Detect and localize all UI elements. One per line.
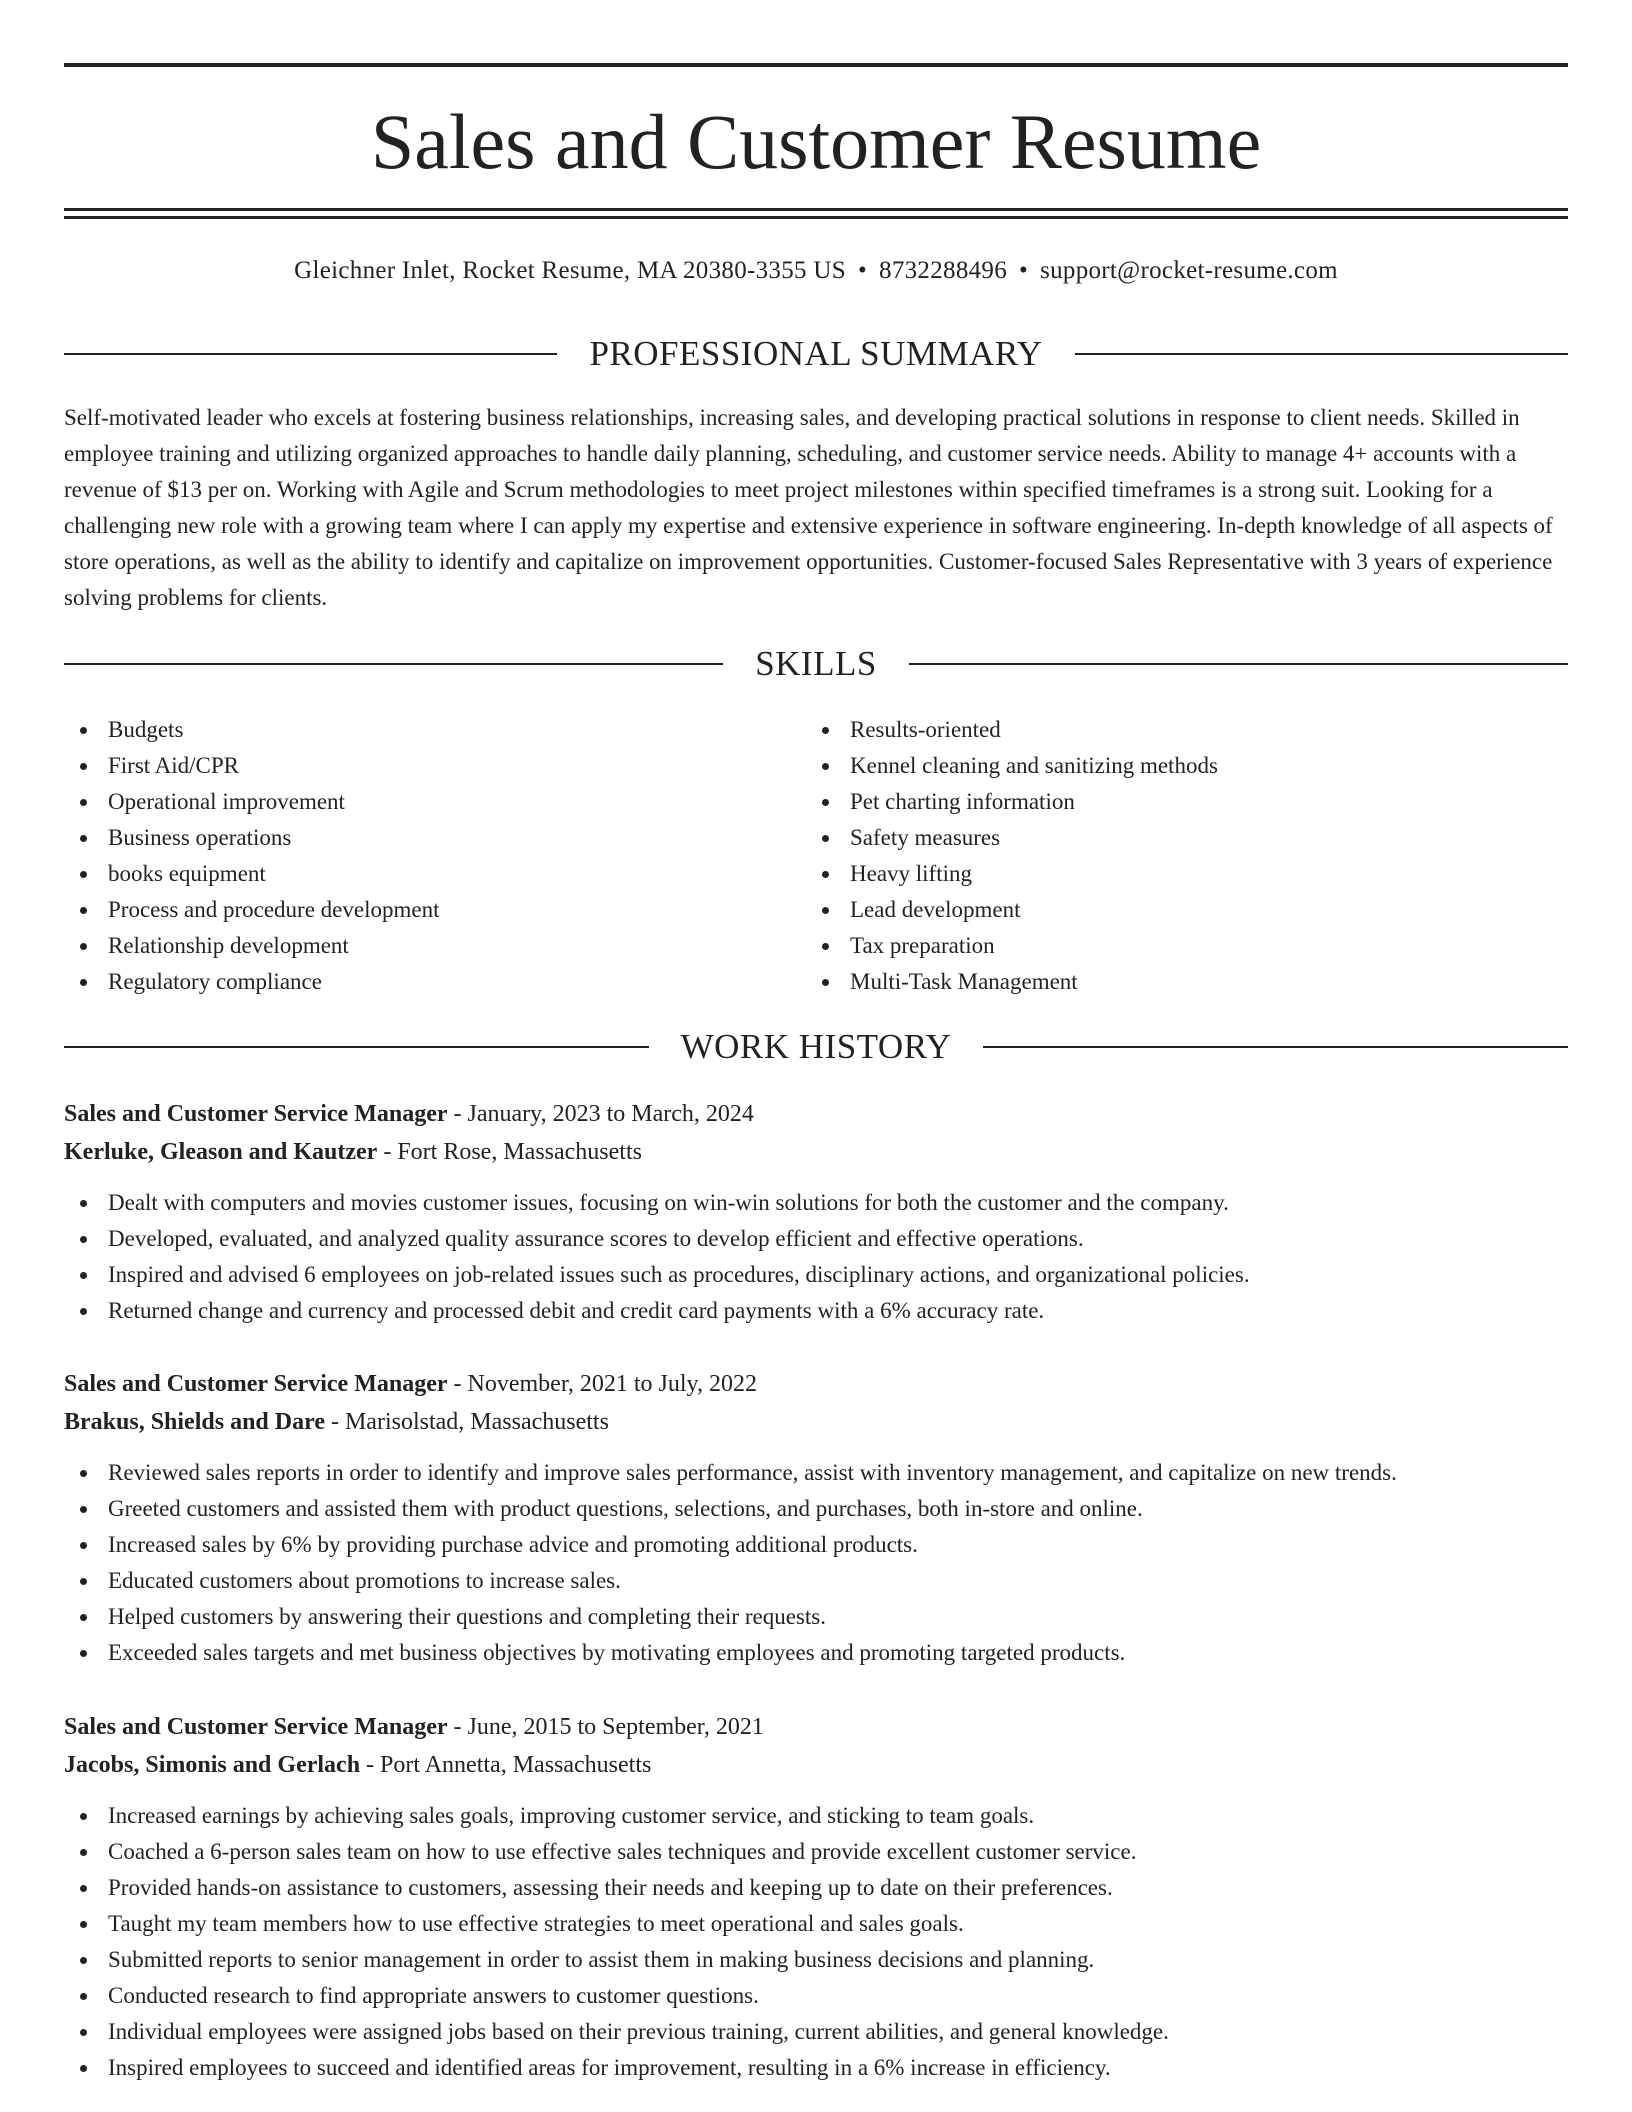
job-title: Sales and Customer Service Manager	[64, 1714, 448, 1740]
section-heading-work-history	[64, 1025, 1568, 1069]
heading-rule-left	[64, 1046, 649, 1048]
job-entry	[64, 1095, 1568, 1329]
job-entry	[64, 1708, 1568, 2086]
skills-list-left	[64, 712, 764, 1000]
job-dates: - June, 2015 to September, 2021	[447, 1714, 764, 1740]
job-bullet: Increased sales by 6% by providing purchase advice and promoting additional products.	[64, 1527, 1568, 1563]
section-heading-summary	[64, 332, 1568, 376]
job-location: - Port Annetta, Massachusetts	[360, 1752, 652, 1778]
job-bullet: Coached a 6-person sales team on how to use effective sales techniques and provide excellent customer service.	[64, 1834, 1568, 1870]
summary-text: Self-motivated leader who excels at fostering business relationships, increasing sales, and developing practical solutions in response to client needs. Skilled in employee training and utilizing organized approaches to handle daily planning, scheduling, and customer service needs. Ability to manage 4+ accounts with a revenue of $13 per on. Working with Agile and Scrum methodologies to meet project milestones within specified timeframes is a strong suit. Looking for a challenging new role with a growing team where I can apply my expertise and extensive experience in software engineering. In-depth knowledge of all aspects of store operations, as well as the ability to identify and capitalize on improvement opportunities. Customer-focused Sales Representative with 3 years of experience solving problems for clients.	[64, 405, 1553, 610]
job-location: - Fort Rose, Massachusetts	[377, 1139, 642, 1165]
job-bullet: Educated customers about promotions to increase sales.	[64, 1563, 1568, 1599]
contact-line	[64, 254, 1568, 288]
job-entry	[64, 1365, 1568, 1671]
job-company-line	[64, 1133, 1568, 1171]
section-title: SKILLS	[755, 644, 877, 683]
header-top-rule	[64, 63, 1568, 67]
skill-item: Pet charting information	[806, 784, 1546, 820]
job-bullet: Reviewed sales reports in order to identify and improve sales performance, assist with inventory management, and capitalize on new trends.	[64, 1455, 1568, 1491]
skill-item: Kennel cleaning and sanitizing methods	[806, 748, 1546, 784]
skill-item: Budgets	[64, 712, 764, 748]
job-title: Sales and Customer Service Manager	[64, 1101, 448, 1127]
skill-item: Process and procedure development	[64, 892, 764, 928]
job-bullets	[64, 1798, 1568, 2086]
job-dates: - January, 2023 to March, 2024	[447, 1101, 754, 1127]
header-bottom-rule	[64, 208, 1568, 211]
job-title-line	[64, 1095, 1568, 1133]
section-title: PROFESSIONAL SUMMARY	[589, 334, 1043, 373]
skill-item: First Aid/CPR	[64, 748, 764, 784]
job-title-line	[64, 1708, 1568, 1746]
contact-phone: 8732288496	[879, 257, 1008, 284]
job-bullet: Submitted reports to senior management in order to assist them in making business decisions and planning.	[64, 1942, 1568, 1978]
skill-item: Relationship development	[64, 928, 764, 964]
job-company-line	[64, 1746, 1568, 1784]
heading-rule-left	[64, 663, 723, 665]
header-bottom-rule-second	[64, 216, 1568, 219]
job-bullet: Provided hands-on assistance to customers, assessing their needs and keeping up to date on their preferences.	[64, 1870, 1568, 1906]
heading-rule-right	[983, 1046, 1568, 1048]
contact-separator: •	[1019, 257, 1029, 284]
job-company: Brakus, Shields and Dare	[64, 1409, 325, 1435]
skill-item: Safety measures	[806, 820, 1546, 856]
job-bullet: Inspired employees to succeed and identified areas for improvement, resulting in a 6% increase in efficiency.	[64, 2050, 1568, 2086]
skill-item: Tax preparation	[806, 928, 1546, 964]
section-heading-skills	[64, 642, 1568, 686]
job-company: Kerluke, Gleason and Kautzer	[64, 1139, 378, 1165]
job-bullet: Helped customers by answering their questions and completing their requests.	[64, 1599, 1568, 1635]
job-bullet: Taught my team members how to use effective strategies to meet operational and sales goals.	[64, 1906, 1568, 1942]
job-bullet: Greeted customers and assisted them with product questions, selections, and purchases, both in-store and online.	[64, 1491, 1568, 1527]
skill-item: Regulatory compliance	[64, 964, 764, 1000]
job-bullet: Inspired and advised 6 employees on job-related issues such as procedures, disciplinary actions, and organizational policies.	[64, 1257, 1568, 1293]
resume-title: Sales and Customer Resume	[370, 98, 1262, 185]
job-bullets	[64, 1185, 1568, 1329]
job-bullet: Increased earnings by achieving sales goals, improving customer service, and sticking to team goals.	[64, 1798, 1568, 1834]
contact-address: Gleichner Inlet, Rocket Resume, MA 20380-3355 US	[294, 257, 846, 284]
job-bullets	[64, 1455, 1568, 1671]
job-dates: - November, 2021 to July, 2022	[447, 1371, 757, 1397]
contact-email: support@rocket-resume.com	[1040, 257, 1338, 284]
job-bullet: Conducted research to find appropriate answers to customer questions.	[64, 1978, 1568, 2014]
job-title: Sales and Customer Service Manager	[64, 1371, 448, 1397]
heading-rule-left	[64, 353, 557, 355]
skill-item: Lead development	[806, 892, 1546, 928]
skills-list-right	[806, 712, 1546, 1000]
job-bullet: Exceeded sales targets and met business objectives by motivating employees and promoting targeted products.	[64, 1635, 1568, 1671]
section-title: WORK HISTORY	[680, 1027, 952, 1066]
job-company: Jacobs, Simonis and Gerlach	[64, 1752, 361, 1778]
skill-item: Operational improvement	[64, 784, 764, 820]
skill-item: books equipment	[64, 856, 764, 892]
heading-rule-right	[1075, 353, 1568, 355]
job-company-line	[64, 1403, 1568, 1441]
job-bullet: Individual employees were assigned jobs based on their previous training, current abilities, and general knowledge.	[64, 2014, 1568, 2050]
heading-rule-right	[909, 663, 1568, 665]
job-bullet: Returned change and currency and processed debit and credit card payments with a 6% accuracy rate.	[64, 1293, 1568, 1329]
job-bullet: Dealt with computers and movies customer issues, focusing on win-win solutions for both the customer and the company.	[64, 1185, 1568, 1221]
job-location: - Marisolstad, Massachusetts	[324, 1409, 609, 1435]
contact-separator: •	[857, 257, 868, 284]
skill-item: Heavy lifting	[806, 856, 1546, 892]
job-bullet: Developed, evaluated, and analyzed quality assurance scores to develop efficient and effective operations.	[64, 1221, 1568, 1257]
job-title-line	[64, 1365, 1568, 1403]
skill-item: Multi-Task Management	[806, 964, 1546, 1000]
skill-item: Results-oriented	[806, 712, 1546, 748]
skill-item: Business operations	[64, 820, 764, 856]
